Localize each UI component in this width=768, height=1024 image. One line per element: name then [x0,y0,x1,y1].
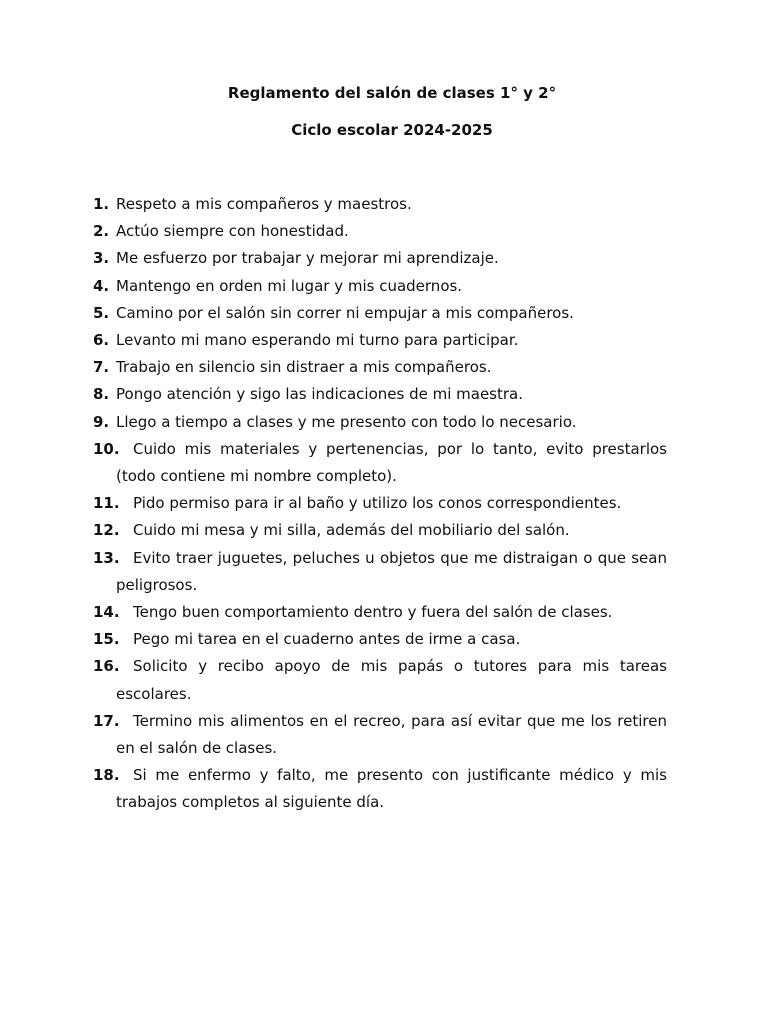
page-subtitle: Ciclo escolar 2024-2025 [291,121,493,139]
rule-number: 18. [93,766,120,785]
rule-text: Tengo buen comportamiento dentro y fuera del salón de clases. [133,603,613,622]
rule-text: Evito traer juguetes, peluches u objetos que me distraigan o que sean peligrosos. [116,548,667,594]
rule-text: Mantengo en orden mi lugar y mis cuadernos. [116,276,463,295]
list-item [93,599,667,626]
list-item [93,436,667,490]
rule-number: 3. [93,249,110,268]
rule-number: 7. [93,358,110,377]
list-item [93,245,667,272]
list-item [93,409,667,436]
list-item [93,191,667,218]
rule-number: 5. [93,303,110,322]
list-item [93,626,667,653]
list-item [93,653,667,707]
rule-number: 15. [93,630,120,649]
rule-number: 10. [93,439,120,458]
rule-number: 6. [93,331,110,350]
list-item [93,218,667,245]
rule-text: Pido permiso para ir al baño y utilizo los conos correspondientes. [133,494,622,513]
rules-list [93,191,667,817]
rule-number: 1. [93,195,110,213]
list-item [93,517,667,544]
rule-text: Camino por el salón sin correr ni empujar a mis compañeros. [116,303,574,322]
rule-text: Actúo siempre con honestidad. [116,222,349,241]
rule-text: Levanto mi mano esperando mi turno para participar. [116,331,519,350]
rule-number: 2. [93,222,110,241]
rule-number: 12. [93,521,120,540]
list-item [93,545,667,599]
rule-number: 16. [93,657,120,676]
rule-number: 4. [93,276,110,295]
rule-number: 8. [93,385,110,404]
list-item [93,327,667,354]
rule-text: Solicito y recibo apoyo de mis papás o tutores para mis tareas escolares. [116,657,667,703]
rule-number: 14. [93,603,120,622]
list-item [93,381,667,408]
rule-text: Respeto a mis compañeros y maestros. [116,195,412,213]
rule-number: 11. [93,494,120,513]
rule-text: Cuido mis materiales y pertenencias, por lo tanto, evito prestarlos (todo contiene mi nombre completo). [116,439,667,486]
rule-text: Si me enfermo y falto, me presento con justificante médico y mis trabajos completos al siguiente día. [116,766,667,812]
list-item [93,354,667,381]
list-item [93,300,667,327]
list-item [93,762,667,816]
list-item [93,708,667,762]
rule-number: 9. [93,412,110,431]
list-item [93,273,667,300]
rule-text: Termino mis alimentos en el recreo, para así evitar que me los retiren en el salón de clases. [116,711,667,758]
list-item [93,490,667,517]
rule-text: Trabajo en silencio sin distraer a mis compañeros. [116,358,492,377]
rule-number: 17. [93,711,120,730]
rule-text: Pongo atención y sigo las indicaciones de mi maestra. [116,385,524,404]
page-title: Reglamento del salón de clases 1° y 2° [227,84,557,102]
rule-text: Cuido mi mesa y mi silla, además del mobiliario del salón. [133,521,570,540]
rule-text: Pego mi tarea en el cuaderno antes de irme a casa. [133,630,521,649]
rule-text: Me esfuerzo por trabajar y mejorar mi aprendizaje. [116,249,499,268]
rule-number: 13. [93,548,120,567]
rule-text: Llego a tiempo a clases y me presento con todo lo necesario. [116,412,577,431]
